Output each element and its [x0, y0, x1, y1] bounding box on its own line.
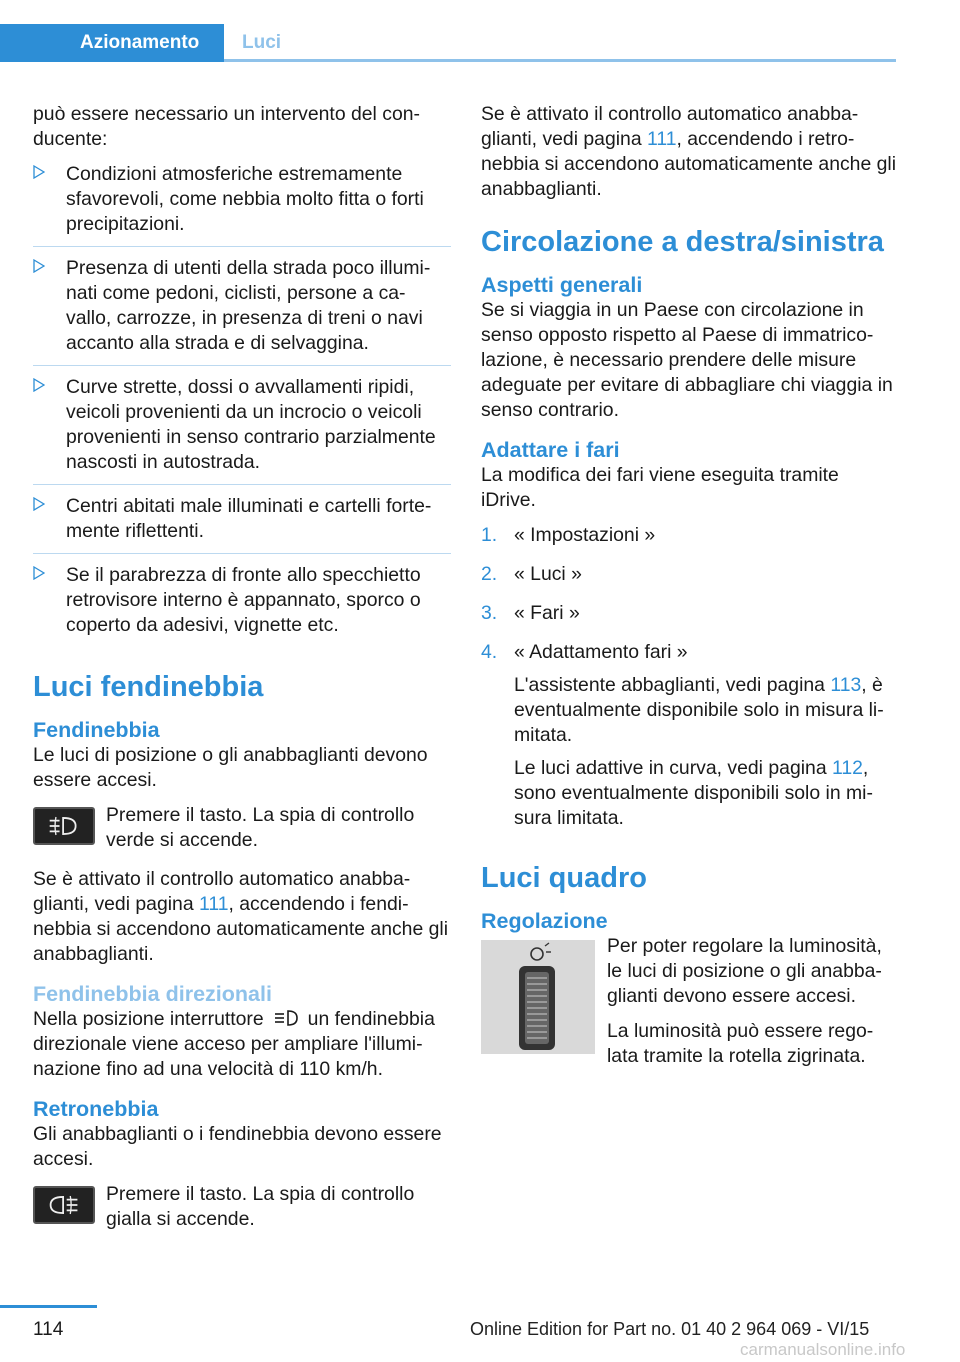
- triangle-bullet-icon: [33, 259, 45, 273]
- triangle-bullet-icon: [33, 566, 45, 580]
- section-tab: Azionamento: [0, 24, 224, 62]
- list-item: Presenza di utenti della strada poco illumi‐ nati come pedoni, ciclisti, persone a ca‐ vallo, carrozze, in presenza di treni o navi accanto alla strada e di selvaggina.: [33, 256, 451, 366]
- front-fog-button-icon: [33, 807, 95, 845]
- list-item: Curve strette, dossi o avvallamenti ripidi, veicoli provenienti da un incrocio o veicoli provenienti in senso contrario parzialmente nascosti in autostrada.: [33, 375, 451, 485]
- adjust-text-1: Per poter regolare la luminosità, le luci di posizione o gli anabba‐ glianti devono essere accesi.: [607, 935, 882, 1007]
- rear-auto-text: Se è attivato il controllo automatico anabba‐ glianti, vedi pagina 111, accendendo i retro‐ nebbia si accendono automaticamente anche gli anabbaglianti.: [481, 103, 897, 200]
- rear-fog-text: Gli anabbaglianti o i fendinebbia devono essere accesi.: [33, 1123, 442, 1170]
- fog-button-text: Premere il tasto. La spia di controllo verde si accende.: [106, 804, 415, 851]
- list-item: Condizioni atmosferiche estremamente sfavorevoli, come nebbia molto fitta o forti precipitazioni.: [33, 162, 451, 247]
- page-link[interactable]: 112: [832, 757, 863, 779]
- list-item: 2. « Luci »: [481, 563, 582, 585]
- adjust-text-2: La luminosità può essere rego‐ lata tramite la rotella zigrinata.: [607, 1020, 874, 1067]
- left-column: [33, 102, 451, 1246]
- fog-text: Le luci di posizione o gli anabbaglianti devono essere accesi.: [33, 744, 428, 791]
- footer-rule: [0, 1305, 97, 1308]
- page-header: [0, 24, 896, 62]
- subheading-rear-fog: Retronebbia: [33, 1097, 159, 1121]
- page-number: 114: [33, 1319, 64, 1340]
- idrive-steps: [481, 523, 899, 838]
- subheading-general: Aspetti generali: [481, 273, 643, 297]
- intro-text: può essere necessario un intervento del con‐ ducente:: [33, 103, 420, 150]
- list-item: 4. « Adattamento fari » L'assistente abbaglianti, vedi pagina 113, è eventualmente disponibile solo in misura li‐ mitata. Le luci adattive in curva, vedi pagina 112, sono eventualmente disponibili solo in mi‐ sura limitata.: [481, 640, 899, 838]
- dimmer-wheel-icon: [481, 940, 595, 1054]
- edition-text: Online Edition for Part no. 01 40 2 964 069 - VI/15: [470, 1319, 870, 1339]
- step-note: Le luci adattive in curva, vedi pagina 112, sono eventualmente disponibili solo in mi‐ sura limitata.: [514, 757, 873, 829]
- rear-fog-button-icon: [33, 1186, 95, 1224]
- condition-list: [33, 162, 451, 647]
- general-text: Se si viaggia in un Paese con circolazione in senso opposto rispetto al Paese di immatrico‐ lazione, è necessario prendere delle misure adeguate per evitare di abbagliare chi viaggia in senso contrario.: [481, 299, 893, 421]
- rear-fog-button-text: Premere il tasto. La spia di controllo gialla si accende.: [106, 1183, 415, 1230]
- page-link[interactable]: 113: [830, 674, 862, 696]
- list-item: Centri abitati male illuminati e cartelli forte‐ mente riflettenti.: [33, 494, 451, 554]
- header-rule: [224, 59, 896, 62]
- page-link[interactable]: 111: [199, 893, 229, 915]
- right-column: [481, 102, 899, 1079]
- triangle-bullet-icon: [33, 378, 45, 392]
- heading-left-right-traffic: Circolazione a destra/sinistra: [481, 226, 884, 258]
- rear-fog-button-row: [33, 1182, 451, 1234]
- list-item: Se il parabrezza di fronte allo specchietto retrovisore interno è appannato, sporco o coperto da adesivi, vignette etc.: [33, 563, 451, 647]
- fog-switch-position-icon: [270, 1007, 302, 1029]
- page-link[interactable]: 111: [647, 128, 677, 150]
- subheading-directional-fog: Fendinebbia direzionali: [33, 982, 272, 1006]
- fog-auto-text: Se è attivato il controllo automatico anabba‐ glianti, vedi pagina 111, accendendo i fendi‐ nebbia si accendono automaticamente anche gli anabbaglianti.: [33, 868, 449, 965]
- step-note: L'assistente abbaglianti, vedi pagina 113, è eventualmente disponibile solo in misura li‐ mitata.: [514, 674, 884, 746]
- fog-button-row: [33, 803, 451, 855]
- adapt-text: La modifica dei fari viene eseguita tramite iDrive.: [481, 464, 839, 511]
- triangle-bullet-icon: [33, 497, 45, 511]
- list-item: 1. « Impostazioni »: [481, 524, 656, 546]
- dimmer-row: [481, 934, 899, 1069]
- subheading-adapt-headlights: Adattare i fari: [481, 438, 620, 462]
- directional-fog-text: Nella posizione interruttore un fendinebbia direzionale viene acceso per ampliare l'illumi‐ nazione fino ad una velocità di 110 km/h.: [33, 1008, 435, 1080]
- chapter-tab: Luci: [242, 32, 282, 53]
- subheading-fog: Fendinebbia: [33, 718, 160, 742]
- triangle-bullet-icon: [33, 165, 45, 179]
- list-item: 3. « Fari »: [481, 602, 580, 624]
- subheading-adjustment: Regolazione: [481, 909, 608, 933]
- watermark: carmanualsonline.info: [740, 1340, 906, 1359]
- heading-dashboard-lights: Luci quadro: [481, 862, 647, 894]
- heading-fog-lights: Luci fendinebbia: [33, 671, 264, 703]
